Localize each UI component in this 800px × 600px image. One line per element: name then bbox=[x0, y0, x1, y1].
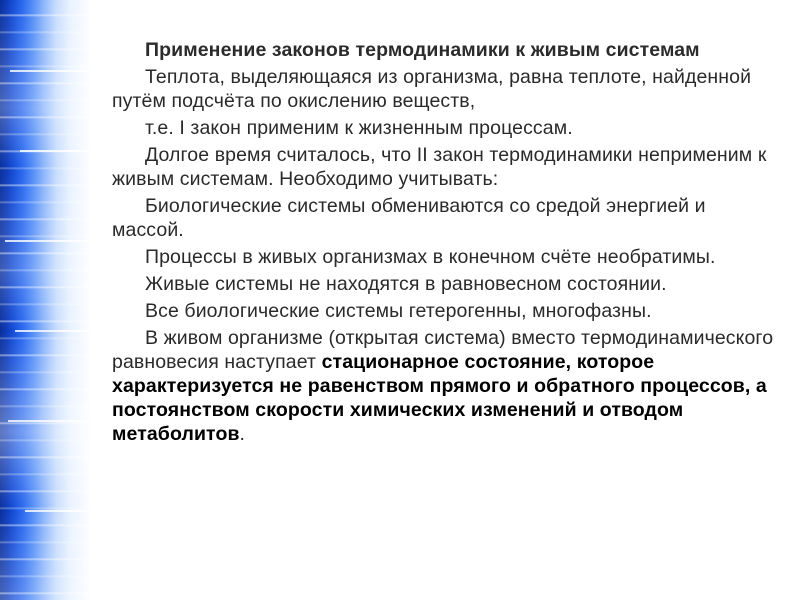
paragraph: Долгое время считалось, что II закон термодинамики неприменим к живым системам. Необходимо учитывать: bbox=[112, 144, 767, 190]
decorative-side-band bbox=[0, 0, 110, 600]
final-paragraph-tail: . bbox=[239, 423, 246, 445]
paragraph: Теплота, выделяющаяся из организма, равна теплоте, найденной путём подсчёта по окислению веществ, bbox=[112, 66, 752, 112]
slide-heading: Применение законов термодинамики к живым системам bbox=[145, 39, 700, 61]
light-streak bbox=[25, 510, 90, 512]
final-paragraph-normal: В живом организме (открытая система) вместо термодинамического равновесия наступает bbox=[112, 327, 774, 373]
light-streak bbox=[20, 150, 90, 152]
light-streak bbox=[8, 420, 93, 422]
final-paragraph bbox=[112, 326, 782, 446]
paragraph: т.е. I закон применим к жизненным процессам. bbox=[145, 117, 573, 139]
light-streak bbox=[10, 70, 90, 72]
final-paragraph-bold: стационарное состояние, которое характеризуется не равенством прямого и обратного процессов, а постоянством скорости химических изменений и отводом метаболитов bbox=[112, 351, 767, 445]
paragraph: Живые системы не находятся в равновесном состоянии. bbox=[145, 273, 667, 295]
slide-content bbox=[112, 38, 782, 449]
paragraph: Биологические системы обмениваются со средой энергией и массой. bbox=[112, 195, 706, 241]
light-streak bbox=[5, 240, 95, 242]
light-streak bbox=[15, 330, 90, 332]
paragraph: Процессы в живых организмах в конечном счёте необратимы. bbox=[145, 246, 716, 268]
paragraph: Все биологические системы гетерогенны, многофазны. bbox=[145, 300, 652, 322]
